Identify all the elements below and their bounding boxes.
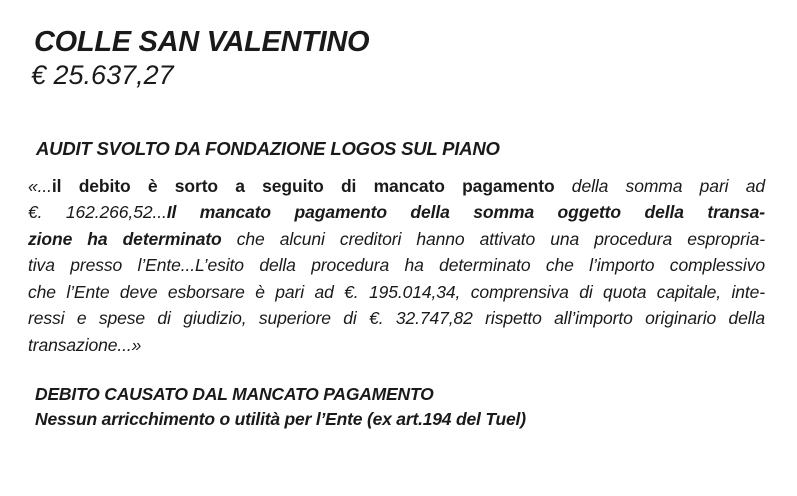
quote-line: [28, 173, 765, 200]
quote-run: che l’Ente deve esborsare è pari ad €. 195.014,34, comprensiva di quota capitale, inte-: [28, 281, 765, 302]
quote-run: tiva presso l’Ente...L’esito della procedura ha determinato che l’importo complessivo: [28, 255, 765, 276]
quote-line: [28, 199, 765, 226]
quote-run: della somma pari ad: [554, 175, 765, 196]
quote-run: che alcuni creditori hanno attivato una procedura espropria-: [221, 228, 765, 249]
debt-amount: € 25.637,27: [31, 60, 174, 91]
quote-line: [28, 305, 765, 332]
conclusion-heading: DEBITO CAUSATO DAL MANCATO PAGAMENTO: [35, 384, 434, 405]
conclusion-subheading: Nessun arricchimento o utilità per l’Ente (ex art.194 del Tuel): [35, 409, 526, 430]
quote-run: il debito è sorto a seguito di mancato pagamento: [51, 175, 555, 196]
quote-run: transazione...»: [28, 334, 142, 355]
quote-paragraph: [28, 173, 765, 359]
conclusion-block: [35, 382, 765, 432]
quote-run: zione ha determinato: [28, 228, 222, 249]
quote-run: «...: [28, 175, 52, 196]
quote-line: [28, 226, 765, 253]
page-title: COLLE SAN VALENTINO: [34, 26, 370, 58]
quote-line: [28, 279, 765, 306]
quote-line: [28, 332, 765, 359]
quote-run: €. 162.266,52...: [28, 202, 167, 223]
quote-run: Il mancato pagamento della somma oggetto della transa-: [166, 202, 765, 223]
audit-heading: AUDIT SVOLTO DA FONDAZIONE LOGOS SUL PIANO: [36, 137, 500, 159]
quote-line: [28, 252, 765, 279]
quote-run: ressi e spese di giudizio, superiore di €. 32.747,82 rispetto all’importo originario della: [28, 308, 765, 329]
